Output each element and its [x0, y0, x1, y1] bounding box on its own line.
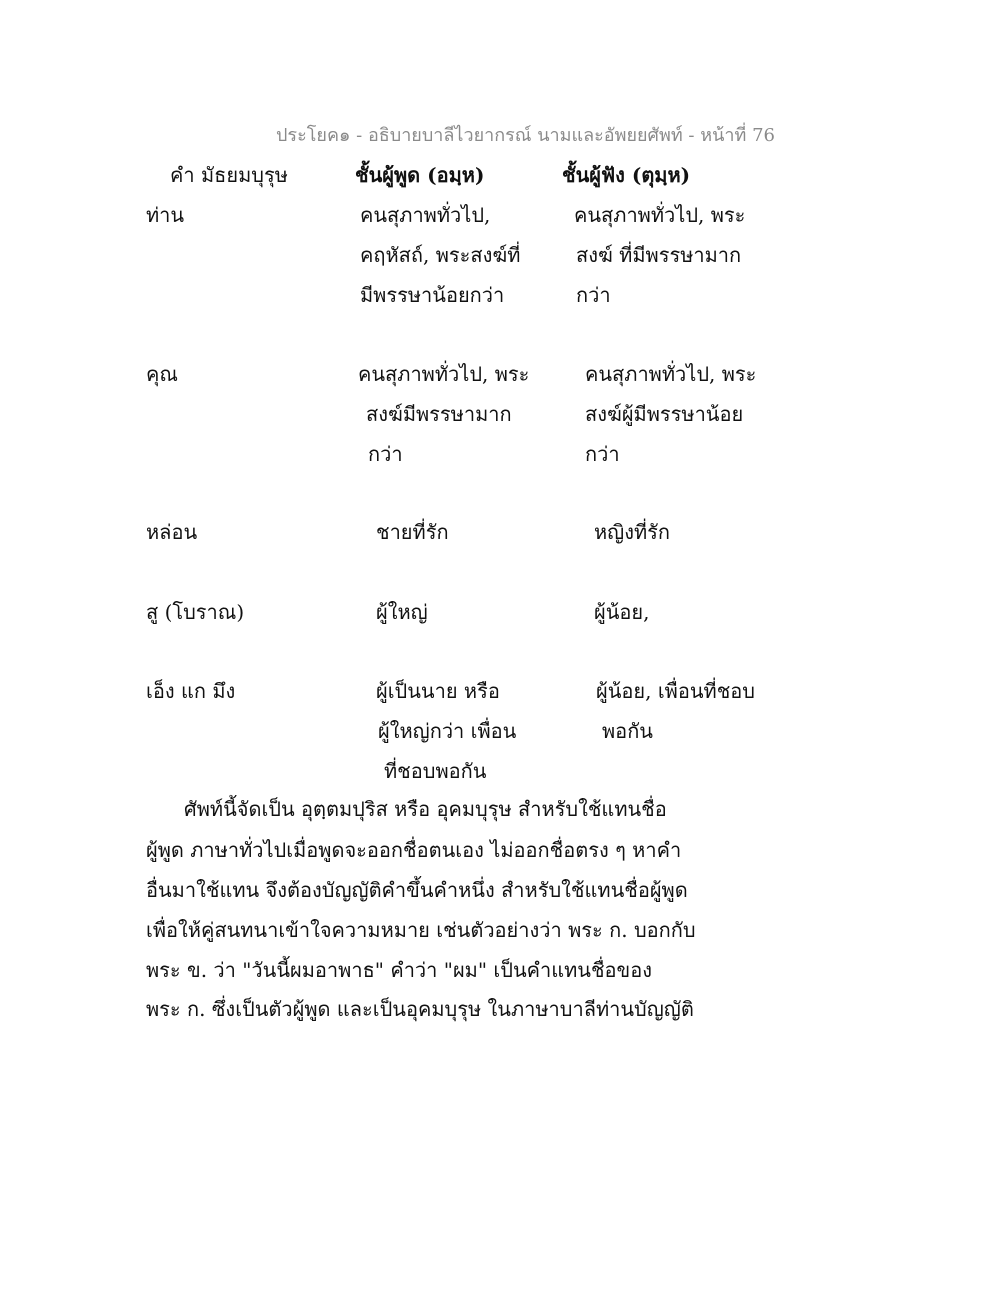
row-listener-line: กว่า: [585, 442, 620, 466]
row-speaker-line: ชายที่รัก: [376, 520, 449, 544]
row-speaker-line: ผู้ใหญ่: [376, 600, 428, 624]
row-listener-line: กว่า: [576, 283, 611, 307]
row-listener-line: สงฆ์ผู้มีพรรษาน้อย: [585, 402, 744, 426]
row-listener-line: คนสุภาพทั่วไป, พระ: [574, 203, 746, 227]
row-listener-line: พอกัน: [602, 719, 653, 743]
column-header-word: คำ มัธยมบุรุษ: [170, 163, 288, 187]
row-word: เอ็ง แก มึง: [146, 679, 236, 703]
row-listener-line: หญิงที่รัก: [594, 520, 671, 544]
paragraph-line: ผู้พูด ภาษาทั่วไปเมื่อพูดจะออกชื่อตนเอง ไม่ออกชื่อตรง ๆ หาคำ: [146, 838, 682, 862]
paragraph-line: พระ ก. ซึ่งเป็นตัวผู้พูด และเป็นอุคมบุรุษ ในภาษาบาลีท่านบัญญัติ: [146, 997, 694, 1021]
row-speaker-line: ผู้เป็นนาย หรือ: [376, 679, 500, 703]
row-speaker-line: คฤหัสถ์, พระสงฆ์ที่: [360, 243, 521, 267]
paragraph-line: พระ ข. ว่า "วันนี้ผมอาพาธ" คำว่า "ผม" เป็นคำแทนชื่อของ: [146, 958, 653, 982]
row-word: ท่าน: [146, 203, 185, 227]
row-speaker-line: สงฆ์มีพรรษามาก: [366, 402, 512, 426]
paragraph-line: อื่นมาใช้แทน จึงต้องบัญญัติคำขึ้นคำหนึ่ง สำหรับใช้แทนชื่อผู้พูด: [146, 878, 688, 902]
row-listener-line: ผู้น้อย, เพื่อนที่ชอบ: [596, 679, 756, 703]
row-speaker-line: มีพรรษาน้อยกว่า: [360, 283, 505, 307]
row-listener-line: คนสุภาพทั่วไป, พระ: [585, 362, 757, 386]
page-header: ประโยค๑ - อธิบายบาลีไวยากรณ์ นามและอัพยยศัพท์ - หน้าที่ 76: [276, 125, 776, 146]
row-speaker-line: คนสุภาพทั่วไป, พระ: [358, 362, 530, 386]
column-header-listener: ชั้นผู้ฟัง (ตุมฺห): [562, 163, 691, 187]
row-speaker-line: ที่ชอบพอกัน: [384, 759, 487, 783]
row-speaker-line: ผู้ใหญ่กว่า เพื่อน: [378, 719, 517, 743]
row-word: คุณ: [146, 362, 178, 386]
column-header-speaker: ชั้นผู้พูด (อมฺห): [355, 163, 485, 187]
row-listener-line: ผู้น้อย,: [594, 600, 650, 624]
paragraph-line: เพื่อให้คู่สนทนาเข้าใจความหมาย เช่นตัวอย่างว่า พระ ก. บอกกับ: [146, 918, 696, 942]
row-word: หล่อน: [146, 520, 198, 544]
row-word: สู (โบราณ): [146, 600, 245, 624]
row-speaker-line: กว่า: [368, 442, 403, 466]
row-listener-line: สงฆ์ ที่มีพรรษามาก: [576, 243, 742, 267]
paragraph-line: ศัพท์นี้จัดเป็น อุตฺตมปุริส หรือ อุคมบุรุษ สำหรับใช้แทนชื่อ: [184, 797, 667, 821]
row-speaker-line: คนสุภาพทั่วไป,: [360, 203, 491, 227]
